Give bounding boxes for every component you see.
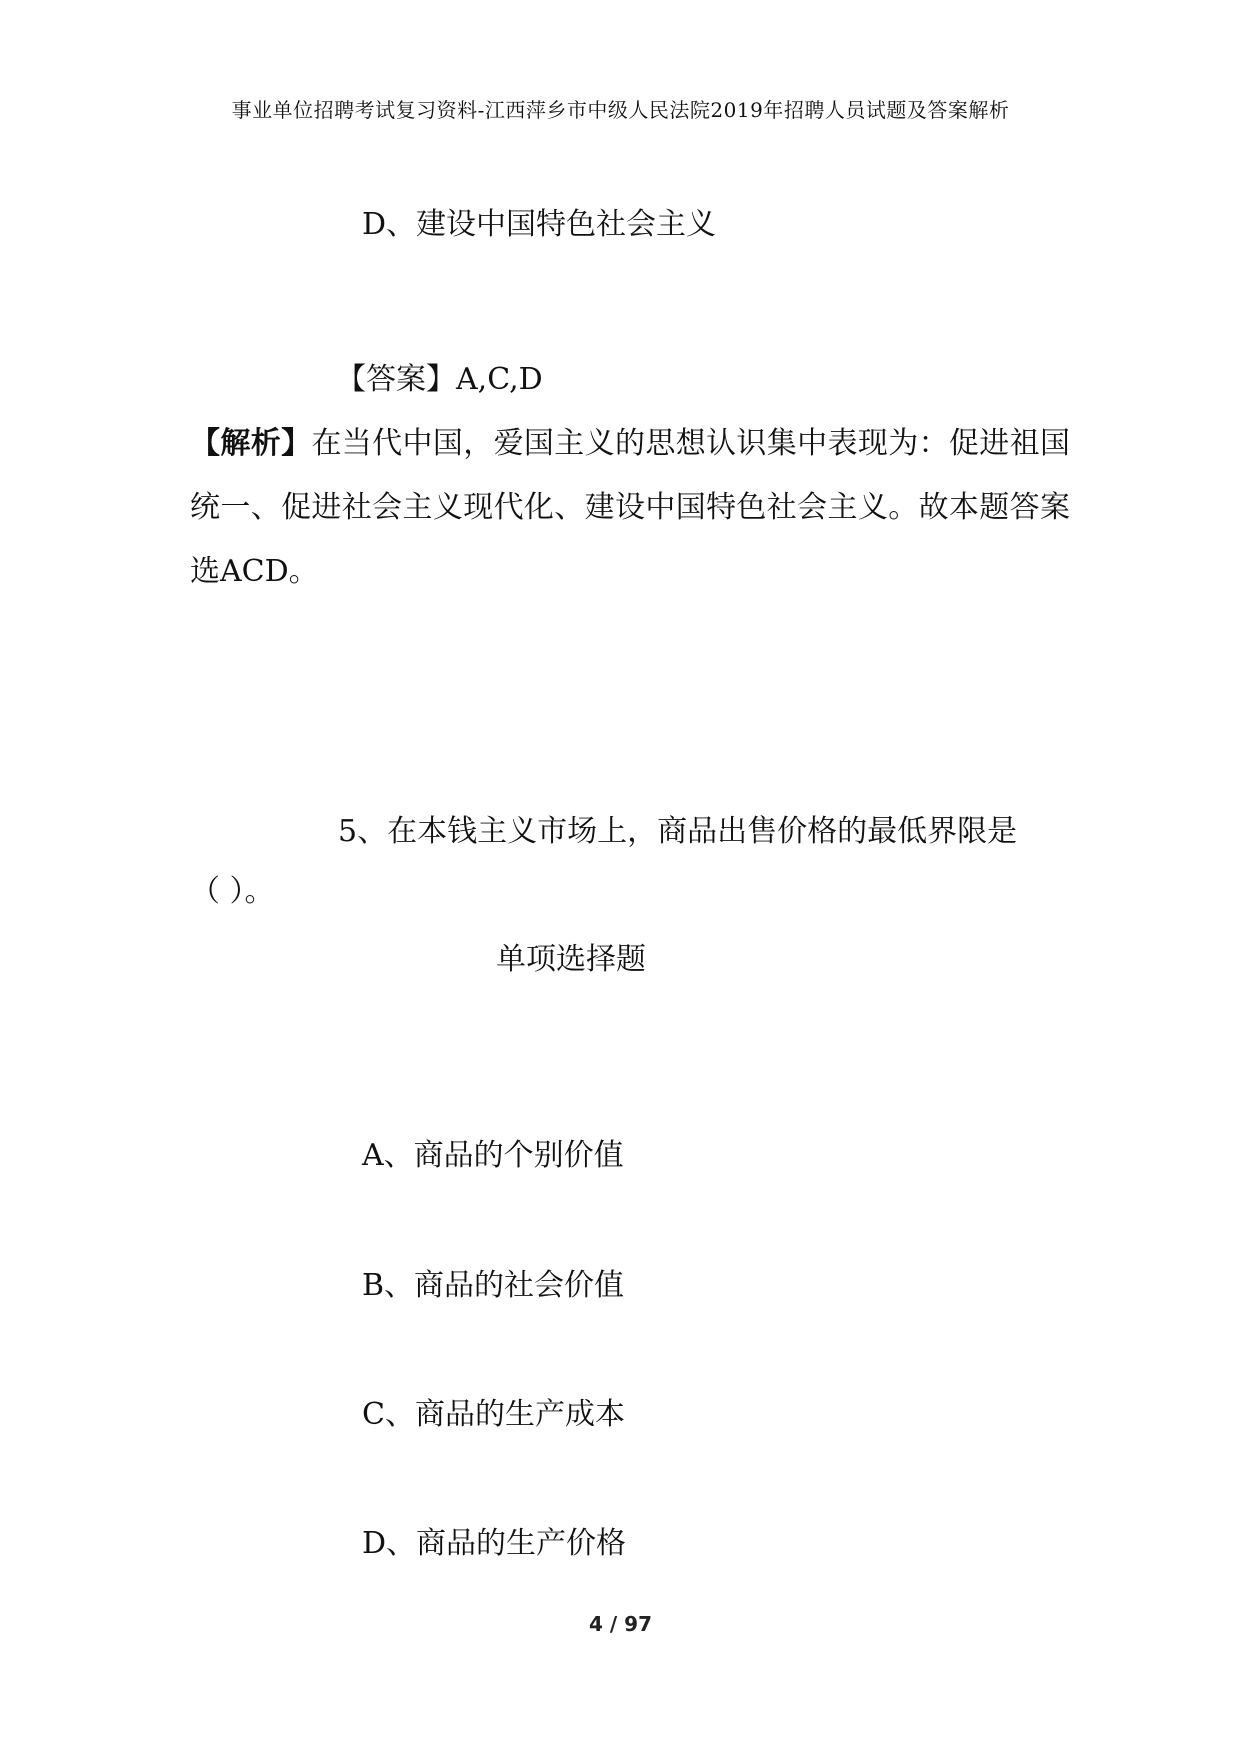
option-a: A、商品的个别价值 <box>362 1138 624 1173</box>
analysis-text: 在当代中国，爱国主义的思想认识集中表现为：促进祖国统一、促进社会主义现代化、建设中国特色社会主义。故本题答案选ACD。 <box>190 426 1071 589</box>
answer-tag: 【答案】 <box>336 362 456 397</box>
option-b: B、商品的社会价值 <box>362 1268 625 1303</box>
running-header: 事业单位招聘考试复习资料-江西萍乡市中级人民法院2019年招聘人员试题及答案解析 <box>231 98 1010 122</box>
page-number: 4 / 97 <box>589 1612 652 1636</box>
analysis-tag: 【解析】 <box>190 426 312 461</box>
analysis-paragraph <box>190 412 1070 604</box>
question-5-stem-line1: 5、在本钱主义市场上，商品出售价格的最低界限是 <box>338 814 1018 849</box>
answer-line <box>336 360 543 400</box>
question-5-stem-line2: （ ）。 <box>190 874 275 909</box>
question-type-label: 单项选择题 <box>496 942 646 977</box>
option-d: D、商品的生产价格 <box>362 1526 627 1561</box>
answer-value: A,C,D <box>456 362 543 397</box>
option-c: C、商品的生产成本 <box>362 1397 625 1432</box>
prev-option-d: D、建设中国特色社会主义 <box>362 207 717 242</box>
